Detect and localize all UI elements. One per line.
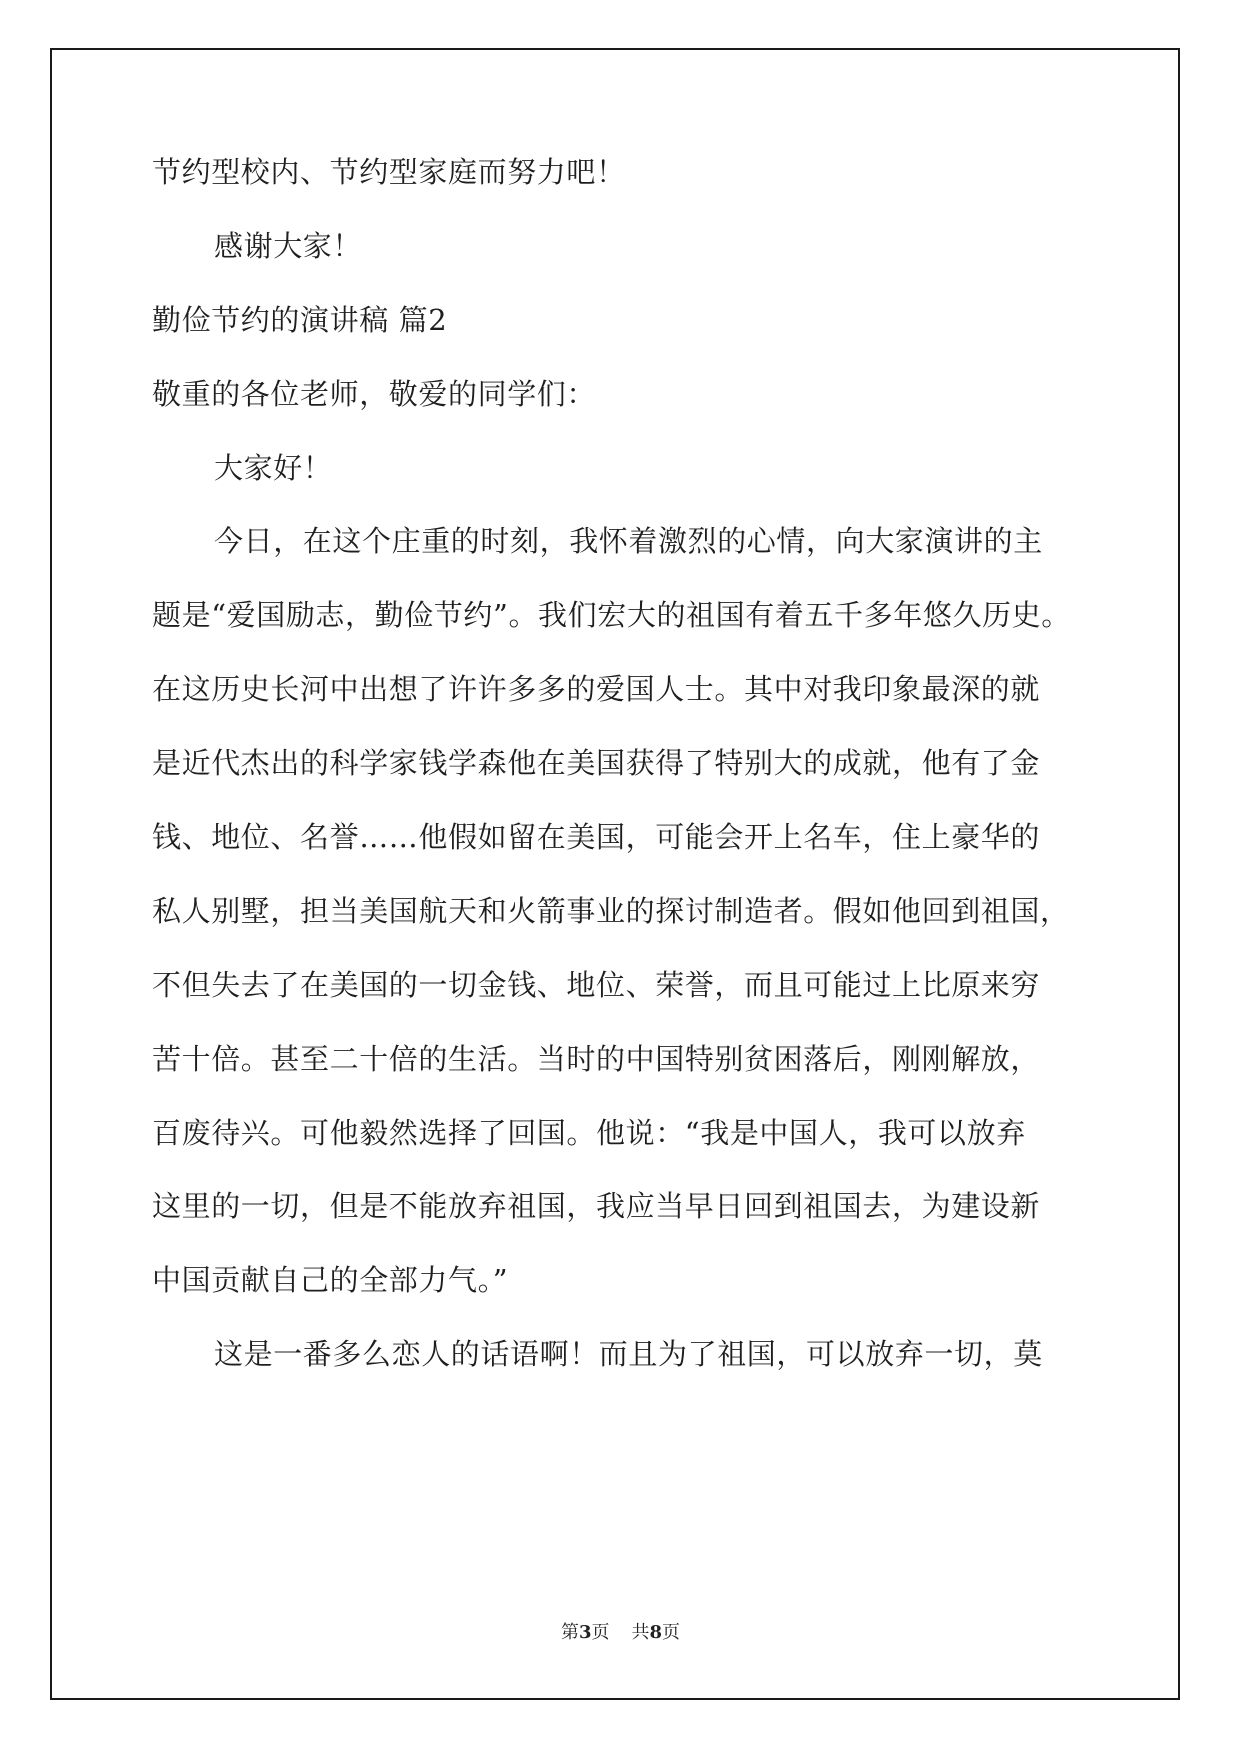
page-number: 3: [578, 1622, 592, 1643]
paragraph-line-12: 这是一番多么恋人的话语啊！而且为了祖国，可以放弃一切，莫: [214, 1337, 1043, 1371]
paragraph-line-6: 私人别墅，担当美国航天和火箭事业的探讨制造者。假如他回到祖国，: [152, 894, 1070, 928]
paragraph-line-11: 中国贡献自己的全部力气。”: [152, 1263, 509, 1297]
section-heading: 勤俭节约的演讲稿 篇2: [152, 303, 448, 337]
paragraph-line-2: 题是“爱国励志，勤俭节约”。我们宏大的祖国有着五千多年悠久历史。: [152, 598, 1071, 632]
text-line-2: 感谢大家！: [214, 229, 363, 263]
paragraph-line-1: 今日，在这个庄重的时刻，我怀着激烈的心情，向大家演讲的主: [214, 524, 1043, 558]
text-line-1: 节约型校内、节约型家庭而努力吧！: [152, 155, 626, 189]
page-border: [50, 48, 1180, 1700]
page-total: 8: [649, 1622, 663, 1643]
paragraph-line-4: 是近代杰出的科学家钱学森他在美国获得了特别大的成就，他有了金: [152, 746, 1041, 780]
paragraph-line-5: 钱、地位、名誉……他假如留在美国，可能会开上名车，住上豪华的: [152, 820, 1041, 854]
page-footer: [0, 1618, 1241, 1644]
page-suffix: 页: [591, 1622, 610, 1643]
paragraph-line-9: 百废待兴。可他毅然选择了回国。他说：“我是中国人，我可以放弃: [152, 1116, 1026, 1150]
total-suffix: 页: [662, 1622, 681, 1643]
total-prefix: 共: [631, 1622, 650, 1643]
paragraph-line-3: 在这历史长河中出想了许许多多的爱国人士。其中对我印象最深的就: [152, 672, 1041, 706]
paragraph-line-10: 这里的一切，但是不能放弃祖国，我应当早日回到祖国去，为建设新: [152, 1189, 1041, 1223]
paragraph-line-8: 苦十倍。甚至二十倍的生活。当时的中国特别贫困落后，刚刚解放，: [152, 1042, 1041, 1076]
page-prefix: 第: [560, 1622, 579, 1643]
greeting: 大家好！: [214, 451, 333, 485]
paragraph-line-7: 不但失去了在美国的一切金钱、地位、荣誉，而且可能过上比原来穷: [152, 968, 1041, 1002]
salutation: 敬重的各位老师，敬爱的同学们：: [152, 377, 597, 411]
